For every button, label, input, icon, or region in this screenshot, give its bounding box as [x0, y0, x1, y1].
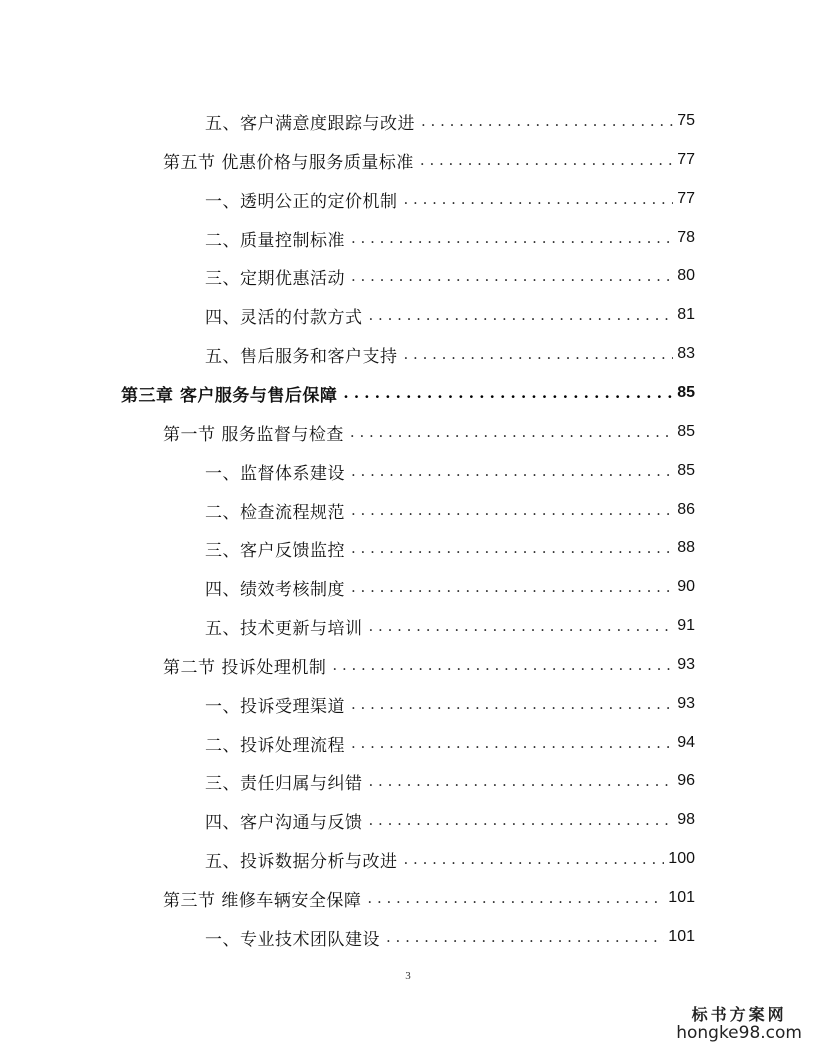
- toc-leader-dots: [367, 889, 664, 907]
- toc-entry[interactable]: [205, 187, 695, 211]
- toc-entry[interactable]: [205, 342, 695, 366]
- toc-entry-title: 四、绩效考核制度: [205, 579, 345, 600]
- toc-leader-dots: [369, 811, 674, 829]
- toc-entry[interactable]: [205, 303, 695, 327]
- toc-entry-title: 第一节 服务监督与检查: [163, 424, 344, 445]
- toc-entry-page: 100: [668, 850, 695, 867]
- toc-entry[interactable]: [205, 925, 695, 949]
- toc-entry-page: 85: [677, 462, 695, 479]
- toc-entry[interactable]: [121, 381, 695, 405]
- toc-leader-dots: [404, 190, 674, 208]
- toc-entry[interactable]: [205, 575, 695, 599]
- toc-entry[interactable]: [205, 692, 695, 716]
- toc-entry-title: 五、售后服务和客户支持: [205, 346, 398, 367]
- toc-entry-page: 101: [668, 889, 695, 906]
- toc-entry-title: 四、客户沟通与反馈: [205, 812, 363, 833]
- toc-entry[interactable]: [205, 769, 695, 793]
- toc-entry[interactable]: [205, 264, 695, 288]
- toc-leader-dots: [386, 928, 664, 946]
- toc-entry-title: 一、监督体系建设: [205, 463, 345, 484]
- toc-entry[interactable]: [205, 614, 695, 638]
- toc-leader-dots: [369, 306, 674, 324]
- toc-entry-title: 三、定期优惠活动: [205, 268, 345, 289]
- toc-entry-title: 第二节 投诉处理机制: [163, 657, 327, 678]
- toc-entry-title: 一、专业技术团队建设: [205, 929, 380, 950]
- toc-entry-title: 三、客户反馈监控: [205, 540, 345, 561]
- watermark-cn: 标书方案网: [691, 1005, 787, 1024]
- toc-entry[interactable]: [205, 847, 695, 871]
- toc-leader-dots: [351, 695, 673, 713]
- toc-leader-dots: [332, 656, 673, 674]
- toc-leader-dots: [350, 423, 673, 441]
- toc-entry-page: 93: [677, 695, 695, 712]
- toc-leader-dots: [351, 734, 673, 752]
- toc-leader-dots: [369, 772, 674, 790]
- toc-entry-page: 81: [677, 306, 695, 323]
- toc-entry-page: 94: [677, 734, 695, 751]
- toc-entry-page: 85: [677, 384, 695, 401]
- toc-entry[interactable]: [205, 109, 695, 133]
- toc-entry-title: 二、投诉处理流程: [205, 735, 345, 756]
- toc-entry[interactable]: [205, 731, 695, 755]
- toc-leader-dots: [369, 617, 674, 635]
- toc-entry[interactable]: [163, 653, 695, 677]
- toc-entry-page: 96: [677, 772, 695, 789]
- toc-entry-title: 二、检查流程规范: [205, 502, 345, 523]
- watermark-logo: [676, 1002, 802, 1043]
- toc-entry[interactable]: [205, 226, 695, 250]
- toc-entry-title: 第三节 维修车辆安全保障: [163, 890, 362, 911]
- toc-leader-dots: [343, 384, 673, 402]
- toc-entry-page: 93: [677, 656, 695, 673]
- toc-entry-page: 75: [677, 112, 695, 129]
- toc-leader-dots: [351, 578, 673, 596]
- toc-entry-page: 91: [677, 617, 695, 634]
- toc-leader-dots: [351, 267, 673, 285]
- toc-entry-title: 五、客户满意度跟踪与改进: [205, 113, 415, 134]
- toc-entry-page: 83: [677, 345, 695, 362]
- toc-entry-title: 一、透明公正的定价机制: [205, 191, 398, 212]
- toc-leader-dots: [404, 345, 674, 363]
- toc-entry-page: 86: [677, 501, 695, 518]
- toc-entry-page: 90: [677, 578, 695, 595]
- toc-entry-title: 四、灵活的付款方式: [205, 307, 363, 328]
- toc-entry-page: 88: [677, 539, 695, 556]
- toc-entry-title: 一、投诉受理渠道: [205, 696, 345, 717]
- toc-entry-page: 101: [668, 928, 695, 945]
- toc-entry-page: 77: [677, 190, 695, 207]
- toc-entry[interactable]: [205, 459, 695, 483]
- toc-leader-dots: [420, 151, 673, 169]
- toc-entry-page: 77: [677, 151, 695, 168]
- toc-leader-dots: [351, 229, 673, 247]
- toc-leader-dots: [404, 850, 665, 868]
- toc-leader-dots: [351, 501, 673, 519]
- toc-entry-page: 85: [677, 423, 695, 440]
- toc-entry-title: 五、投诉数据分析与改进: [205, 851, 398, 872]
- toc-entry-title: 三、责任归属与纠错: [205, 773, 363, 794]
- toc-entry[interactable]: [205, 808, 695, 832]
- toc-entry-title: 二、质量控制标准: [205, 230, 345, 251]
- toc-entry[interactable]: [163, 886, 695, 910]
- toc-entry[interactable]: [205, 498, 695, 522]
- toc-entry-title: 第五节 优惠价格与服务质量标准: [163, 152, 414, 173]
- toc-entry[interactable]: [163, 420, 695, 444]
- toc-entry[interactable]: [205, 536, 695, 560]
- toc-entry-title: 五、技术更新与培训: [205, 618, 363, 639]
- page-number: 3: [405, 970, 411, 982]
- toc-entry-title: 第三章 客户服务与售后保障: [121, 385, 338, 406]
- toc-entry-page: 80: [677, 267, 695, 284]
- toc-entry-page: 98: [677, 811, 695, 828]
- toc-entry[interactable]: [163, 148, 695, 172]
- toc-leader-dots: [351, 539, 673, 557]
- watermark-en: hongke98.com: [676, 1023, 802, 1043]
- toc-entry-page: 78: [677, 229, 695, 246]
- toc-leader-dots: [421, 112, 673, 130]
- toc-leader-dots: [351, 462, 673, 480]
